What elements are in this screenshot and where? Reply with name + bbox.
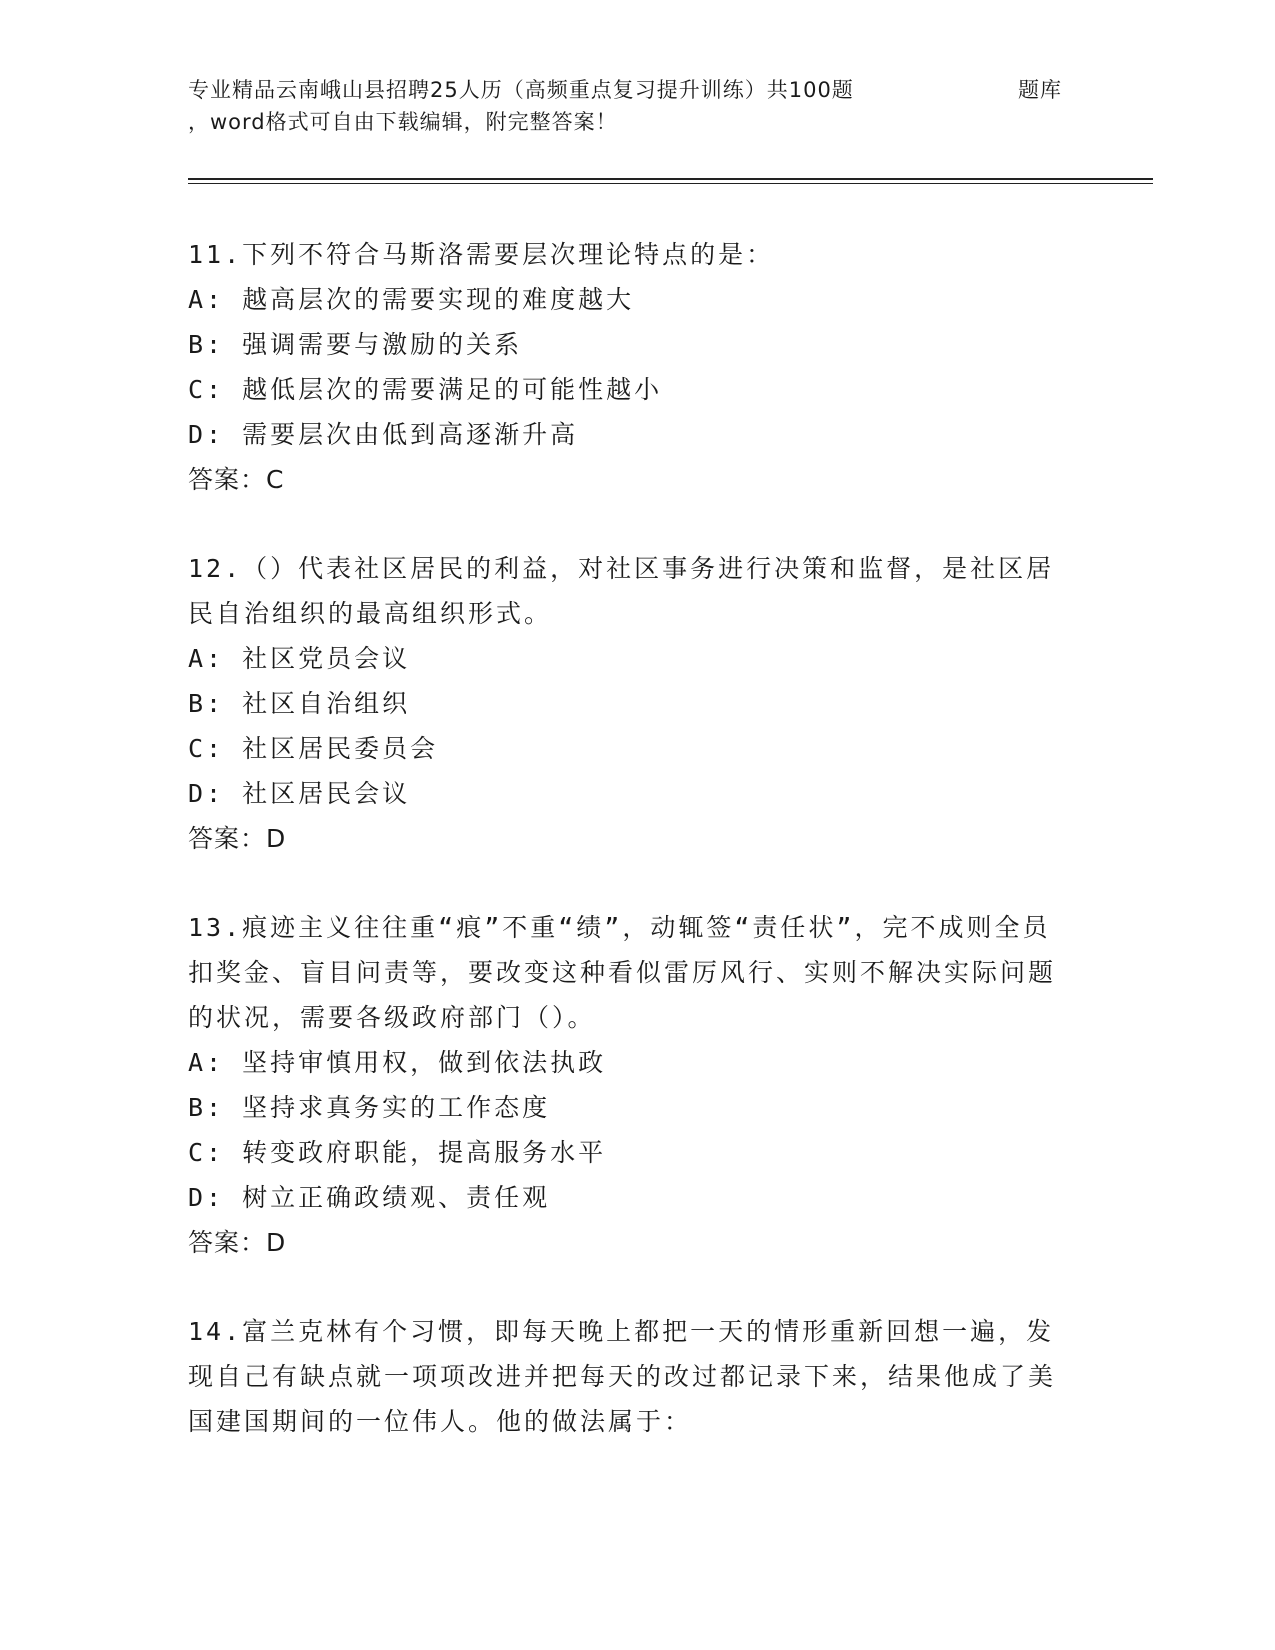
- answer-label: 答案：D: [188, 824, 287, 853]
- option-c: C: 越低层次的需要满足的可能性越小: [188, 375, 663, 404]
- question-item: [188, 546, 1068, 861]
- option-c: C: 社区居民委员会: [188, 734, 439, 763]
- header-title: 专业精品云南峨山县招聘25人历（高频重点复习提升训练）共100题: [188, 78, 854, 102]
- option-a: A: 越高层次的需要实现的难度越大: [188, 285, 635, 314]
- option-c: C: 转变政府职能，提高服务水平: [188, 1138, 607, 1167]
- header-tag: 题库: [1018, 78, 1062, 102]
- header-subtitle: ，word格式可自由下载编辑，附完整答案！: [188, 110, 618, 134]
- option-b: B: 强调需要与激励的关系: [188, 330, 523, 359]
- question-item: [188, 1309, 1068, 1444]
- question-text: 13.痕迹主义往往重“痕”不重“绩”，动辄签“责任状”，完不成则全员扣奖金、盲目问责等，要改变这种看似雷厉风行、实则不解决实际问题的状况，需要各级政府部门（）。: [188, 913, 1057, 1032]
- question-list: [188, 232, 1068, 1488]
- question-text: 11.下列不符合马斯洛需要层次理论特点的是：: [188, 240, 775, 269]
- question-text: 12.（）代表社区居民的利益，对社区事务进行决策和监督，是社区居民自治组织的最高组织形式。: [188, 554, 1055, 628]
- question-item: [188, 232, 1068, 502]
- option-d: D: 社区居民会议: [188, 779, 411, 808]
- option-d: D: 需要层次由低到高逐渐升高: [188, 420, 579, 449]
- option-a: A: 社区党员会议: [188, 644, 411, 673]
- option-b: B: 社区自治组织: [188, 689, 411, 718]
- header-divider-thin: [188, 183, 1153, 184]
- header-divider-thick: [188, 178, 1153, 180]
- option-a: A: 坚持审慎用权，做到依法执政: [188, 1048, 607, 1077]
- document-header: [188, 74, 1088, 138]
- question-text: 14.富兰克林有个习惯，即每天晚上都把一天的情形重新回想一遍，发现自己有缺点就一项项改进并把每天的改过都记录下来，结果他成了美国建国期间的一位伟人。他的做法属于：: [188, 1317, 1057, 1436]
- option-b: B: 坚持求真务实的工作态度: [188, 1093, 551, 1122]
- answer-label: 答案：C: [188, 465, 285, 494]
- question-item: [188, 905, 1068, 1265]
- answer-label: 答案：D: [188, 1228, 287, 1257]
- option-d: D: 树立正确政绩观、责任观: [188, 1183, 551, 1212]
- header-line-1: [188, 74, 1088, 106]
